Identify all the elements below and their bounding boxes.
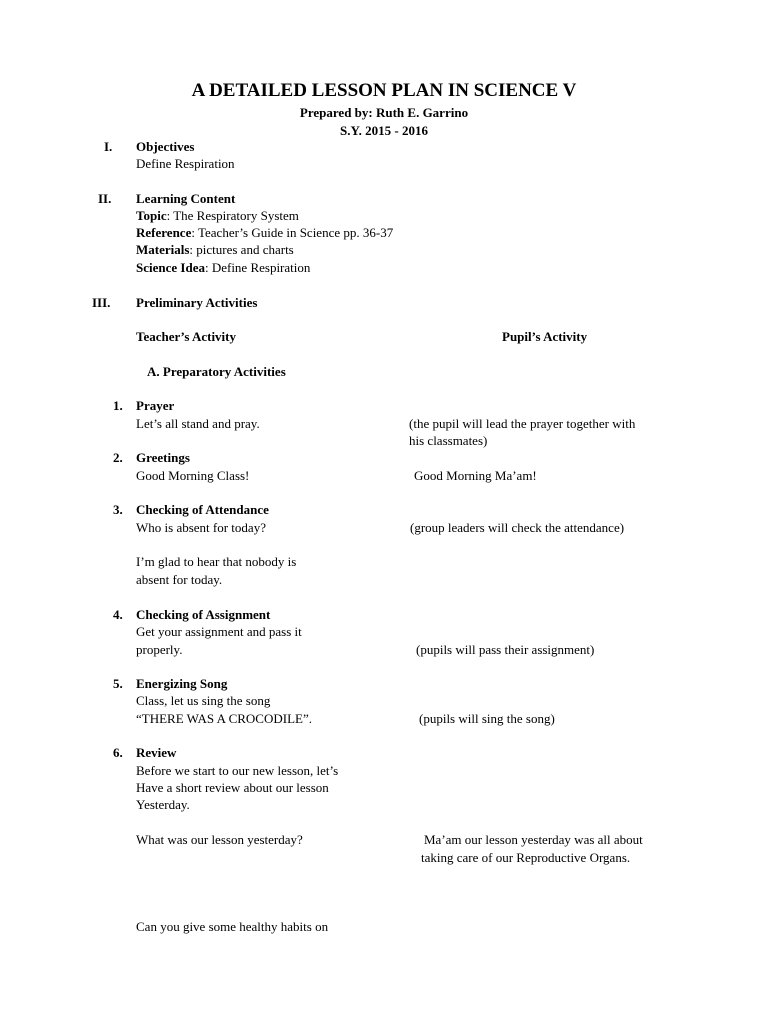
reference-label: Reference — [136, 225, 192, 240]
science-idea-line — [136, 259, 310, 277]
activity-number: 3. — [113, 502, 123, 517]
teacher-line: “THERE WAS A CROCODILE”. — [136, 711, 312, 726]
column-header-teacher: Teacher’s Activity — [136, 329, 237, 344]
teacher-line: Get your assignment and pass it — [136, 624, 302, 639]
teacher-line: properly. — [136, 642, 183, 657]
pupil-line: Ma’am our lesson yesterday was all about — [424, 832, 643, 847]
teacher-line: Can you give some healthy habits on — [136, 919, 329, 934]
activity-title-review: Review — [136, 745, 177, 760]
column-header-pupil: Pupil’s Activity — [502, 329, 588, 344]
pupil-line: (group leaders will check the attendance) — [410, 520, 625, 535]
activity-number: 5. — [113, 676, 123, 691]
teacher-line: What was our lesson yesterday? — [136, 832, 303, 847]
teacher-line: Class, let us sing the song — [136, 693, 271, 708]
topic-label: Topic — [136, 208, 167, 223]
objectives-text: Define Respiration — [136, 156, 235, 171]
pupil-line: Good Morning Ma’am! — [414, 468, 537, 483]
activity-number: 6. — [113, 745, 123, 760]
topic-value: : The Respiratory System — [166, 208, 299, 223]
activity-title-assignment: Checking of Assignment — [136, 607, 271, 622]
materials-label: Materials — [136, 242, 190, 257]
teacher-line: Who is absent for today? — [136, 520, 266, 535]
pupil-line: (pupils will sing the song) — [419, 711, 555, 726]
materials-line — [136, 241, 294, 259]
teacher-line: Yesterday. — [136, 797, 190, 812]
section-numeral-preliminary: III. — [92, 295, 111, 310]
school-year: S.Y. 2015 - 2016 — [339, 123, 428, 138]
section-heading-content: Learning Content — [136, 191, 236, 206]
pupil-line: (the pupil will lead the prayer together with — [409, 416, 636, 431]
teacher-line: Let’s all stand and pray. — [136, 416, 260, 431]
activity-title-prayer: Prayer — [136, 398, 175, 413]
activity-number: 2. — [113, 450, 123, 465]
activity-title-greetings: Greetings — [136, 450, 190, 465]
teacher-line: I’m glad to hear that nobody is — [136, 554, 297, 569]
section-numeral-objectives: I. — [104, 139, 113, 154]
pupil-line: his classmates) — [409, 433, 488, 448]
materials-value: : pictures and charts — [189, 242, 294, 257]
reference-value: : Teacher’s Guide in Science pp. 36-37 — [191, 225, 394, 240]
subheading-preparatory: A. Preparatory Activities — [147, 364, 286, 379]
activity-number: 1. — [113, 398, 123, 413]
section-heading-preliminary: Preliminary Activities — [136, 295, 258, 310]
topic-line — [136, 207, 299, 225]
pupil-line: taking care of our Reproductive Organs. — [421, 850, 631, 865]
science-idea-label: Science Idea — [136, 260, 205, 275]
activity-title-attendance: Checking of Attendance — [136, 502, 269, 517]
section-numeral-content: II. — [98, 191, 112, 206]
teacher-line: absent for today. — [136, 572, 223, 587]
activity-number: 4. — [113, 607, 123, 622]
pupil-line: (pupils will pass their assignment) — [416, 642, 595, 657]
teacher-line: Good Morning Class! — [136, 468, 250, 483]
reference-line — [136, 224, 393, 242]
section-heading-objectives: Objectives — [136, 139, 195, 154]
teacher-line: Have a short review about our lesson — [136, 780, 329, 795]
activity-title-song: Energizing Song — [136, 676, 228, 691]
page-title: A DETAILED LESSON PLAN IN SCIENCE V — [191, 80, 577, 101]
science-idea-value: : Define Respiration — [204, 260, 311, 275]
prepared-by: Prepared by: Ruth E. Garrino — [299, 105, 469, 120]
teacher-line: Before we start to our new lesson, let’s — [136, 763, 339, 778]
